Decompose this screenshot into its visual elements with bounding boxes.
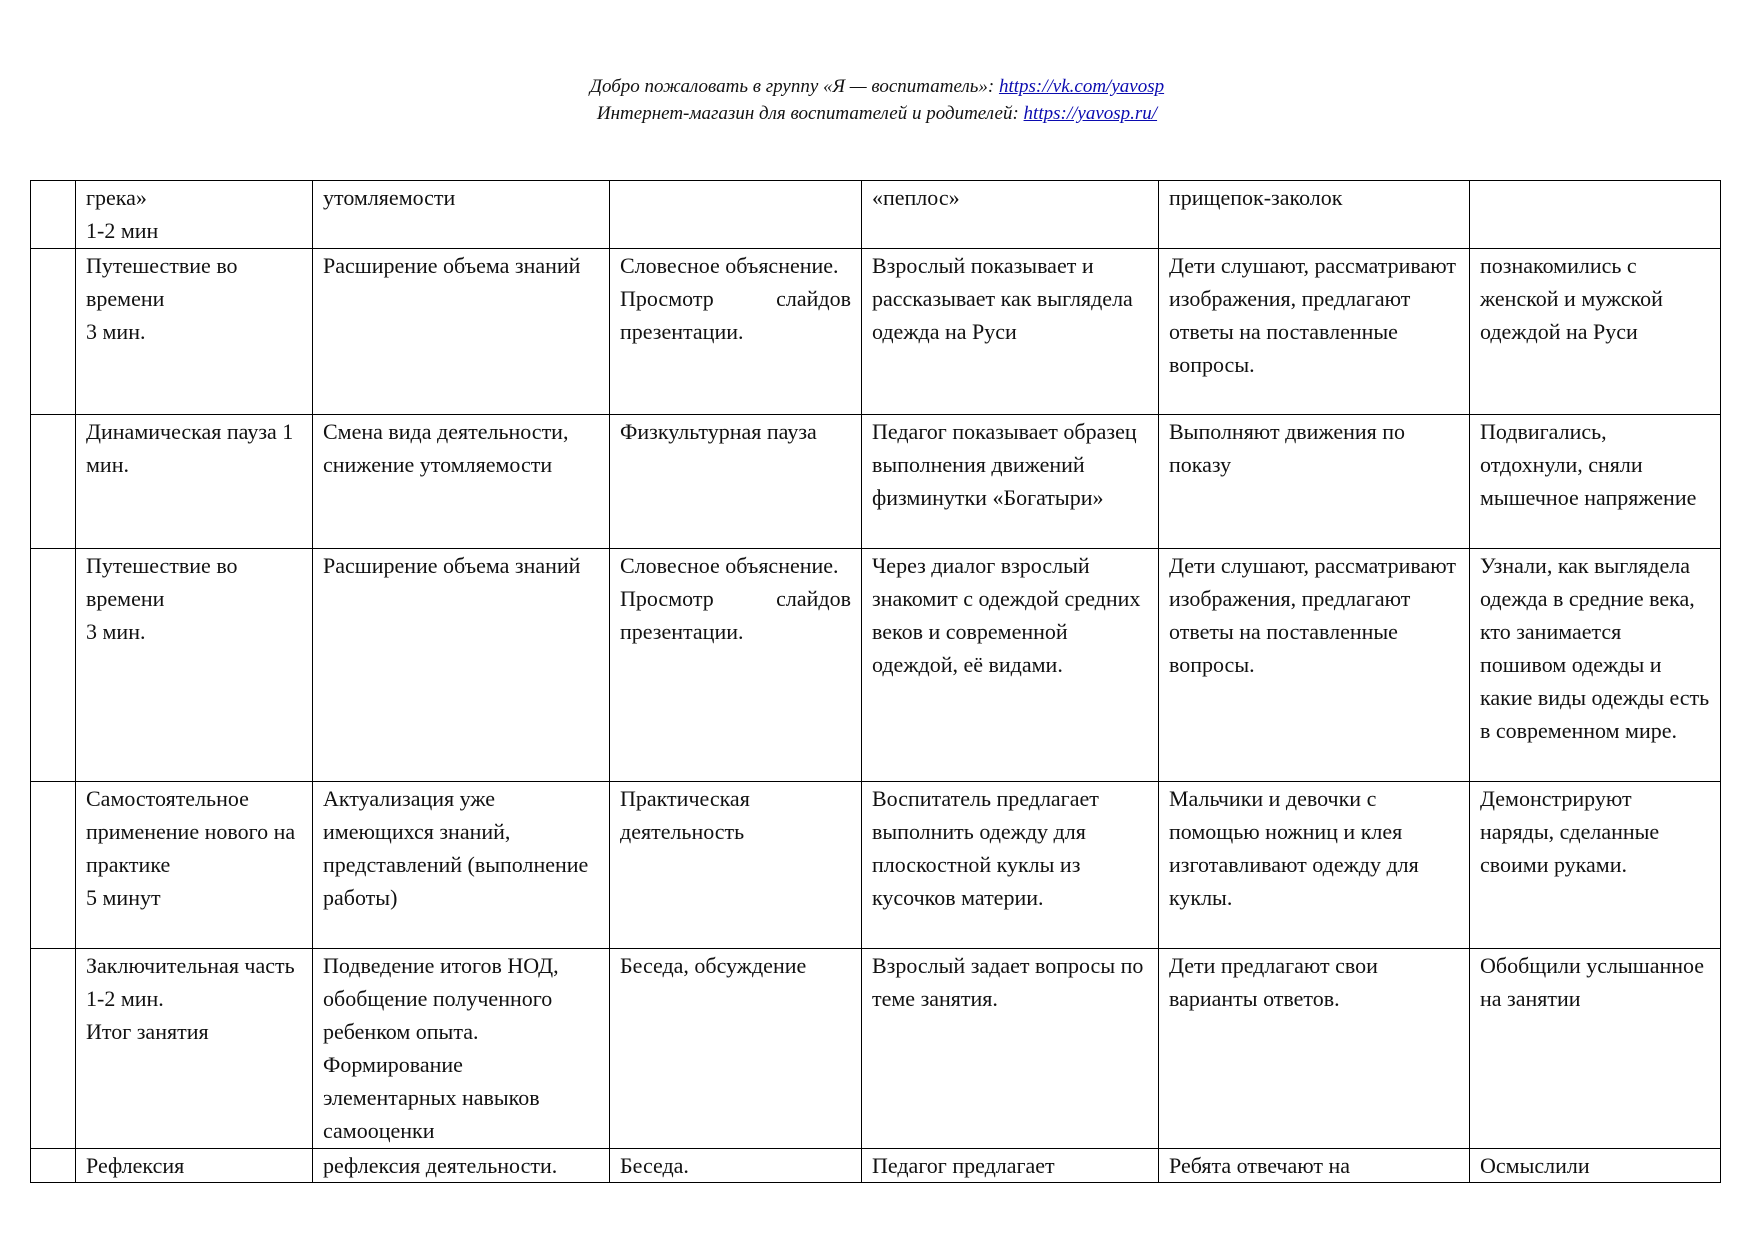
cell-stage: Путешествие во времени 3 мин. (76, 549, 313, 782)
cell-result: Обобщили услышанное на занятии (1470, 949, 1721, 1149)
table-row (31, 415, 1721, 549)
cell-result: Осмыслили (1470, 1149, 1721, 1183)
cell-teacher-activity: «пеплос» (862, 181, 1159, 249)
cell-number (31, 782, 76, 949)
cell-goal: рефлексия деятельности. (313, 1149, 610, 1183)
header-line-1 (0, 73, 1754, 100)
cell-result (1470, 181, 1721, 249)
header-line-2-text: Интернет-магазин для воспитателей и родителей: (596, 103, 1024, 124)
cell-goal: Подведение итогов НОД, обобщение полученного ребенком опыта. Формирование элементарных навыков самооценки (313, 949, 610, 1149)
cell-children-activity: Ребята отвечают на (1159, 1149, 1470, 1183)
cell-method: Словесное объяснение. Просмотр слайдов презентации. (610, 549, 862, 782)
table-row (31, 1149, 1721, 1183)
table-row (31, 249, 1721, 415)
page-header (0, 73, 1754, 127)
header-line-1-text: Добро пожаловать в группу «Я — воспитатель»: (589, 76, 999, 97)
cell-stage: Рефлексия (76, 1149, 313, 1183)
cell-goal: утомляемости (313, 181, 610, 249)
cell-number (31, 249, 76, 415)
cell-children-activity: Дети слушают, рассматривают изображения, предлагают ответы на поставленные вопросы. (1159, 549, 1470, 782)
table-row (31, 949, 1721, 1149)
cell-number (31, 415, 76, 549)
cell-children-activity: прищепок-заколок (1159, 181, 1470, 249)
shop-link[interactable]: https://yavosp.ru/ (1023, 103, 1158, 124)
cell-result: Демонстрируют наряды, сделанные своими руками. (1470, 782, 1721, 949)
cell-stage: грека» 1-2 мин (76, 181, 313, 249)
cell-method: Беседа, обсуждение (610, 949, 862, 1149)
cell-goal: Расширение объема знаний (313, 249, 610, 415)
cell-number (31, 181, 76, 249)
cell-method: Физкультурная пауза (610, 415, 862, 549)
cell-teacher-activity: Педагог показывает образец выполнения движений физминутки «Богатыри» (862, 415, 1159, 549)
cell-stage: Динамическая пауза 1 мин. (76, 415, 313, 549)
cell-stage: Заключительная часть 1-2 мин. Итог занятия (76, 949, 313, 1149)
cell-method (610, 181, 862, 249)
cell-result: познакомились с женской и мужской одеждой на Руси (1470, 249, 1721, 415)
cell-children-activity: Дети предлагают свои варианты ответов. (1159, 949, 1470, 1149)
cell-teacher-activity: Педагог предлагает (862, 1149, 1159, 1183)
vk-group-link[interactable]: https://vk.com/yavosp (998, 76, 1165, 97)
cell-number (31, 549, 76, 782)
cell-method: Практическая деятельность (610, 782, 862, 949)
lesson-plan-table (30, 180, 1721, 1183)
cell-stage: Самостоятельное применение нового на практике 5 минут (76, 782, 313, 949)
cell-children-activity: Дети слушают, рассматривают изображения, предлагают ответы на поставленные вопросы. (1159, 249, 1470, 415)
table-row (31, 782, 1721, 949)
cell-children-activity: Мальчики и девочки с помощью ножниц и клея изготавливают одежду для куклы. (1159, 782, 1470, 949)
cell-method: Беседа. (610, 1149, 862, 1183)
cell-stage: Путешествие во времени 3 мин. (76, 249, 313, 415)
table-row (31, 549, 1721, 782)
cell-result: Узнали, как выглядела одежда в средние века, кто занимается пошивом одежды и какие виды одежды есть в современном мире. (1470, 549, 1721, 782)
cell-teacher-activity: Взрослый показывает и рассказывает как выглядела одежда на Руси (862, 249, 1159, 415)
cell-method: Словесное объяснение. Просмотр слайдов презентации. (610, 249, 862, 415)
cell-goal: Расширение объема знаний (313, 549, 610, 782)
cell-result: Подвигались, отдохнули, сняли мышечное напряжение (1470, 415, 1721, 549)
cell-teacher-activity: Воспитатель предлагает выполнить одежду для плоскостной куклы из кусочков материи. (862, 782, 1159, 949)
cell-children-activity: Выполняют движения по показу (1159, 415, 1470, 549)
cell-goal: Смена вида деятельности, снижение утомляемости (313, 415, 610, 549)
cell-goal: Актуализация уже имеющихся знаний, представлений (выполнение работы) (313, 782, 610, 949)
cell-teacher-activity: Через диалог взрослый знакомит с одеждой средних веков и современной одеждой, её видами. (862, 549, 1159, 782)
header-line-2 (0, 100, 1754, 127)
cell-teacher-activity: Взрослый задает вопросы по теме занятия. (862, 949, 1159, 1149)
table-row (31, 181, 1721, 249)
cell-number (31, 949, 76, 1149)
cell-number (31, 1149, 76, 1183)
